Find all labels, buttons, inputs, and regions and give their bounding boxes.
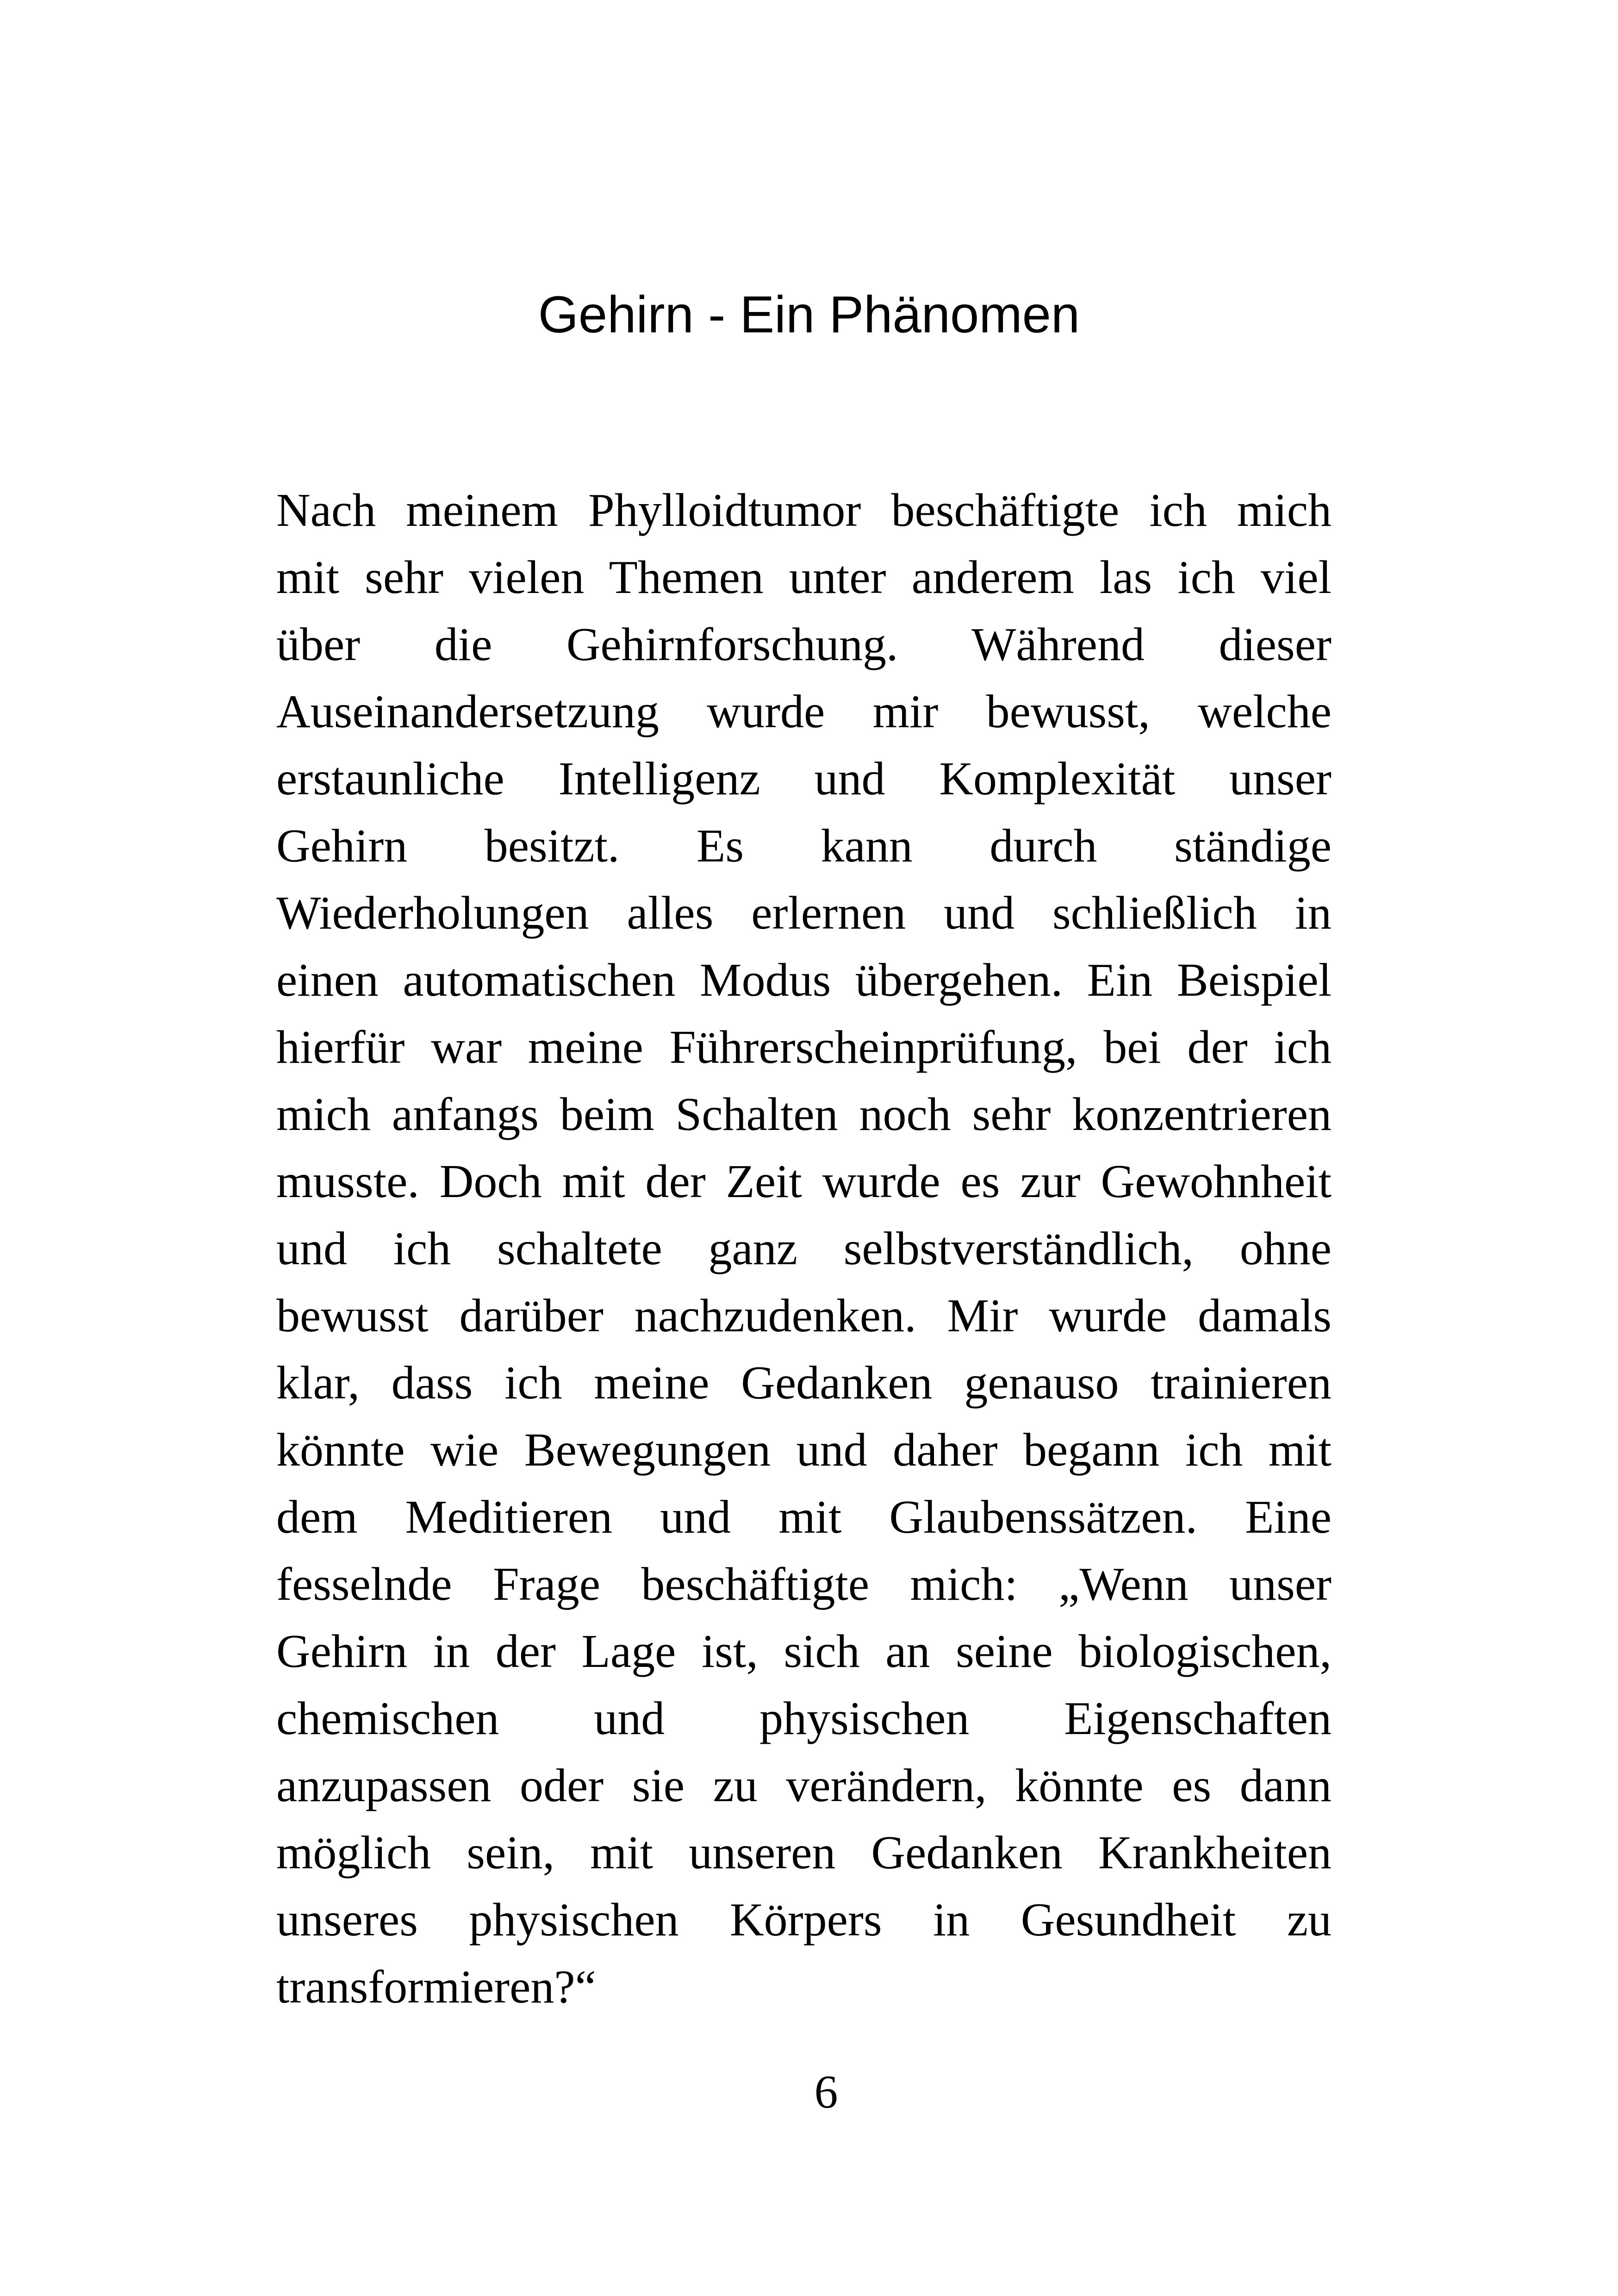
text-line: dem Meditieren und mit Glaubenssätzen. Eine xyxy=(276,1491,1332,1543)
text-line: chemischen und physischen Eigenschaften xyxy=(276,1692,1332,1745)
text-line: mit sehr vielen Themen unter anderem las ich viel xyxy=(276,551,1332,604)
text-line: Gehirn in der Lage ist, sich an seine biologischen, xyxy=(276,1625,1332,1678)
text-line: Auseinandersetzung wurde mir bewusst, welche xyxy=(276,686,1332,738)
text-line: und ich schaltete ganz selbstverständlich, ohne xyxy=(276,1223,1332,1275)
text-line: hierfür war meine Führerscheinprüfung, bei der ich xyxy=(276,1021,1332,1073)
text-line: anzupassen oder sie zu verändern, könnte es dann xyxy=(276,1759,1332,1812)
body-paragraph xyxy=(276,477,1332,2021)
text-line: unseres physischen Körpers in Gesundheit zu xyxy=(276,1894,1332,1946)
text-line: über die Gehirnforschung. Während dieser xyxy=(276,618,1332,671)
text-line: mich anfangs beim Schalten noch sehr konzentrieren xyxy=(276,1088,1332,1141)
chapter-title: Gehirn - Ein Phänomen xyxy=(538,286,1080,343)
text-line: erstaunliche Intelligenz und Komplexität unser xyxy=(276,753,1332,805)
text-line: transformieren?“ xyxy=(276,1961,596,2013)
text-line: Gehirn besitzt. Es kann durch ständige xyxy=(276,820,1332,872)
page-number: 6 xyxy=(814,2066,838,2118)
text-line: Wiederholungen alles erlernen und schließlich in xyxy=(276,887,1332,939)
text-line: einen automatischen Modus übergehen. Ein Beispiel xyxy=(276,954,1332,1006)
text-line: bewusst darüber nachzudenken. Mir wurde damals xyxy=(276,1290,1332,1342)
text-line: Nach meinem Phylloidtumor beschäftigte ich mich xyxy=(276,484,1332,537)
text-line: möglich sein, mit unseren Gedanken Krankheiten xyxy=(276,1827,1332,1879)
text-line: fesselnde Frage beschäftigte mich: „Wenn unser xyxy=(276,1558,1332,1610)
text-line: klar, dass ich meine Gedanken genauso trainieren xyxy=(276,1357,1332,1409)
text-line: könnte wie Bewegungen und daher begann ich mit xyxy=(276,1424,1332,1476)
text-line: musste. Doch mit der Zeit wurde es zur Gewohnheit xyxy=(276,1155,1332,1208)
